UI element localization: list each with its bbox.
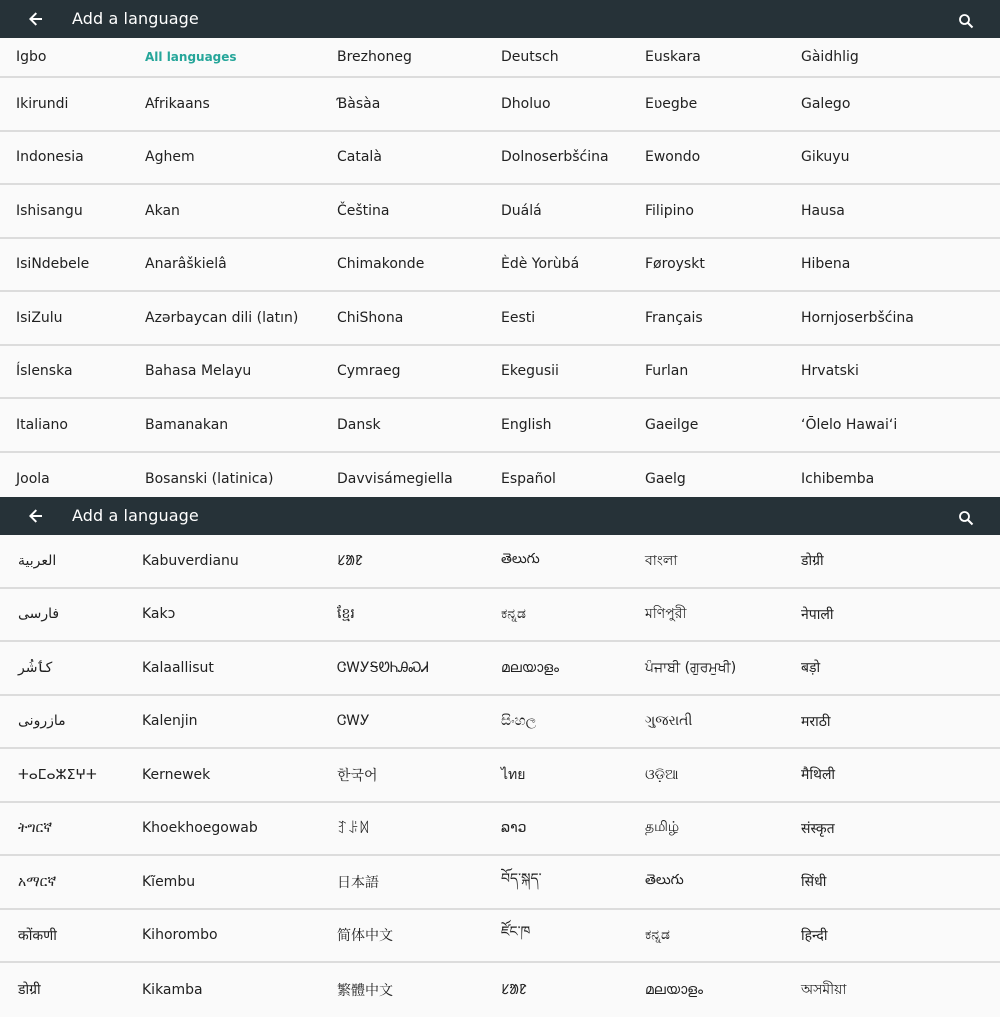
- language-item[interactable]: ខ្មែរ: [337, 605, 355, 622]
- language-item[interactable]: Kalenjin: [142, 713, 198, 730]
- language-item[interactable]: ລາວ: [501, 820, 527, 837]
- language-item[interactable]: Anarâškielâ: [145, 256, 227, 273]
- language-item[interactable]: ཛོང་ཁ: [501, 924, 531, 941]
- language-item[interactable]: Bamanakan: [145, 416, 229, 433]
- language-item[interactable]: অসমীয়া: [801, 981, 847, 998]
- language-row: [0, 642, 1000, 696]
- language-item[interactable]: مازرونی: [18, 713, 66, 730]
- language-row: [0, 346, 1000, 400]
- language-item[interactable]: ไทย: [501, 766, 526, 783]
- all-languages-link[interactable]: All languages: [145, 50, 237, 64]
- language-item[interactable]: ਪੰਜਾਬੀ (ਗੁਰਮੁਖੀ): [645, 659, 737, 676]
- language-item[interactable]: डोग्री: [801, 553, 824, 570]
- language-item[interactable]: 日本語: [337, 874, 379, 891]
- language-item[interactable]: Dolnoserbšćina: [501, 149, 609, 166]
- language-item[interactable]: Galego: [801, 95, 851, 112]
- language-row: [0, 963, 1000, 1017]
- language-item[interactable]: Hornjoserbšćina: [801, 309, 914, 326]
- language-item[interactable]: Euskara: [645, 49, 701, 65]
- language-row: [0, 910, 1000, 964]
- language-row: [0, 696, 1000, 750]
- language-item[interactable]: සිංහල: [501, 713, 537, 730]
- language-item[interactable]: Filipino: [645, 202, 694, 219]
- language-item[interactable]: 繁體中文: [337, 982, 393, 999]
- language-row: [0, 803, 1000, 857]
- language-item[interactable]: Kĩembu: [142, 873, 196, 890]
- language-row: [0, 132, 1000, 186]
- app-bar: [0, 497, 1000, 535]
- language-item[interactable]: IsiNdebele: [16, 256, 90, 273]
- language-item[interactable]: Chimakonde: [337, 256, 425, 273]
- language-item[interactable]: Français: [645, 309, 703, 326]
- language-item[interactable]: 简体中文: [337, 928, 393, 945]
- language-item[interactable]: Brezhoneg: [337, 49, 412, 65]
- language-item[interactable]: ಕನ್ನಡ: [645, 927, 670, 944]
- app-bar: [0, 0, 1000, 38]
- language-item[interactable]: Kernewek: [142, 766, 211, 783]
- language-item[interactable]: Español: [501, 471, 556, 488]
- language-item[interactable]: नेपाली: [801, 606, 834, 623]
- language-item[interactable]: मैथिली: [801, 767, 836, 784]
- language-row: [0, 239, 1000, 293]
- language-item[interactable]: Kabuverdianu: [142, 552, 239, 569]
- language-item[interactable]: አማርኛ: [18, 873, 57, 890]
- language-item[interactable]: ትግርኛ: [18, 820, 53, 837]
- language-item[interactable]: Čeština: [337, 202, 390, 219]
- language-item[interactable]: ꆈꌠꉙ: [337, 821, 370, 838]
- language-item[interactable]: Deutsch: [501, 49, 559, 65]
- language-item[interactable]: Kalaallisut: [142, 659, 214, 676]
- language-screen-top: [0, 0, 1000, 497]
- language-item[interactable]: सिंधी: [801, 874, 827, 891]
- language-item[interactable]: ⵜⴰⵎⴰⵣⵉⵖⵜ: [18, 766, 97, 783]
- language-item[interactable]: Gaeilge: [645, 416, 699, 433]
- language-item[interactable]: Gaelg: [645, 471, 686, 488]
- search-icon[interactable]: [954, 9, 978, 33]
- language-item[interactable]: Furlan: [645, 363, 689, 380]
- language-item[interactable]: ᱥᱟᱱ: [337, 553, 363, 570]
- language-item[interactable]: Duálá: [501, 202, 542, 219]
- language-item[interactable]: తెలుగు: [645, 872, 684, 889]
- language-item[interactable]: Joola: [16, 471, 50, 488]
- language-row: [0, 292, 1000, 346]
- language-item[interactable]: Hrvatski: [801, 363, 859, 380]
- language-item[interactable]: IsiZulu: [16, 309, 63, 326]
- language-item[interactable]: Føroyskt: [645, 256, 705, 273]
- language-item[interactable]: Khoekhoegowab: [142, 820, 258, 837]
- language-grid: [0, 535, 1000, 1017]
- language-item[interactable]: தமிழ்: [645, 819, 680, 836]
- language-item[interactable]: ChiShona: [337, 309, 404, 326]
- language-row: [0, 749, 1000, 803]
- language-item[interactable]: Afrikaans: [145, 95, 210, 112]
- language-item[interactable]: فارسی: [18, 606, 60, 623]
- language-item[interactable]: Ichibemba: [801, 471, 875, 488]
- page-title: Add a language: [72, 506, 199, 525]
- language-row: [0, 185, 1000, 239]
- language-item[interactable]: ᱥᱟᱱ: [501, 982, 527, 999]
- language-screen-bottom: [0, 497, 1000, 1000]
- language-item[interactable]: कोंकणी: [18, 927, 57, 944]
- language-item[interactable]: মণিপুরী: [645, 606, 687, 623]
- language-row: [0, 589, 1000, 643]
- language-item[interactable]: Davvisámegiella: [337, 471, 453, 488]
- language-item[interactable]: বাংলা: [645, 552, 678, 569]
- language-item[interactable]: Ewondo: [645, 149, 701, 166]
- language-item[interactable]: Kakɔ: [142, 606, 176, 623]
- arrow-back-icon[interactable]: [22, 504, 50, 528]
- language-item[interactable]: Akan: [145, 202, 180, 219]
- language-item[interactable]: བོད་སྐད་: [501, 870, 542, 887]
- language-item[interactable]: Azərbaycan dili (latın): [145, 309, 299, 326]
- language-item[interactable]: తెలుగు: [501, 551, 540, 568]
- language-item[interactable]: Ikirundi: [16, 95, 69, 112]
- language-item[interactable]: العربية: [18, 552, 57, 569]
- language-item[interactable]: Íslenska: [16, 363, 73, 380]
- language-item[interactable]: Gàidhlig: [801, 49, 859, 65]
- language-item[interactable]: ଓଡ଼ିଆ: [645, 766, 679, 783]
- language-item[interactable]: Hausa: [801, 202, 845, 219]
- language-item[interactable]: Igbo: [16, 49, 47, 65]
- language-item[interactable]: ᏣᎳᎩ: [337, 713, 370, 730]
- language-item[interactable]: Kihorombo: [142, 927, 218, 944]
- arrow-back-icon[interactable]: [22, 7, 50, 31]
- language-item[interactable]: Ekegusii: [501, 363, 559, 380]
- language-item[interactable]: Cymraeg: [337, 363, 401, 380]
- language-item[interactable]: Hibena: [801, 256, 851, 273]
- language-item[interactable]: Eʋegbe: [645, 95, 698, 112]
- language-item[interactable]: English: [501, 416, 552, 433]
- language-row: [0, 535, 1000, 589]
- language-row: [0, 856, 1000, 910]
- language-item[interactable]: डोग्री: [18, 982, 41, 999]
- language-item[interactable]: Italiano: [16, 416, 68, 433]
- search-icon[interactable]: [954, 506, 978, 530]
- language-item[interactable]: Ɓàsàa: [337, 95, 381, 112]
- language-item[interactable]: Català: [337, 149, 382, 166]
- language-row: [0, 399, 1000, 453]
- language-item[interactable]: Indonesia: [16, 149, 84, 166]
- language-item[interactable]: Aghem: [145, 149, 195, 166]
- language-item[interactable]: Ishisangu: [16, 202, 83, 219]
- language-item[interactable]: Eesti: [501, 309, 536, 326]
- language-item[interactable]: Bosanski (latinica): [145, 471, 274, 488]
- language-row: [0, 78, 1000, 132]
- language-item[interactable]: Kikamba: [142, 981, 203, 998]
- language-item[interactable]: ᏣᎳᎩᎦᏬᏂᎯᏍᏗ: [337, 659, 429, 676]
- language-item[interactable]: ಕನ್ನಡ: [501, 606, 526, 623]
- language-item[interactable]: മലയാളം: [645, 981, 704, 998]
- language-item[interactable]: Dansk: [337, 416, 381, 433]
- language-row: [0, 38, 1000, 78]
- language-item[interactable]: ʻŌlelo Hawaiʻi: [801, 416, 898, 433]
- language-item[interactable]: मराठी: [801, 713, 831, 730]
- language-item[interactable]: Èdè Yorùbá: [501, 256, 580, 273]
- language-item[interactable]: Gikuyu: [801, 149, 850, 166]
- page-title: Add a language: [72, 9, 199, 28]
- language-item[interactable]: മലയാളം: [501, 659, 560, 676]
- language-item[interactable]: ગુજરાતી: [645, 713, 693, 730]
- language-item[interactable]: 한국어: [337, 767, 378, 784]
- language-grid: [0, 38, 1000, 506]
- language-item[interactable]: کٲشُر: [18, 659, 53, 676]
- language-item[interactable]: Bahasa Melayu: [145, 363, 252, 380]
- language-item[interactable]: संस्कृत: [801, 820, 835, 837]
- language-item[interactable]: बड़ो: [801, 660, 821, 677]
- language-item[interactable]: Dholuo: [501, 95, 551, 112]
- language-item[interactable]: हिन्दी: [801, 927, 828, 944]
